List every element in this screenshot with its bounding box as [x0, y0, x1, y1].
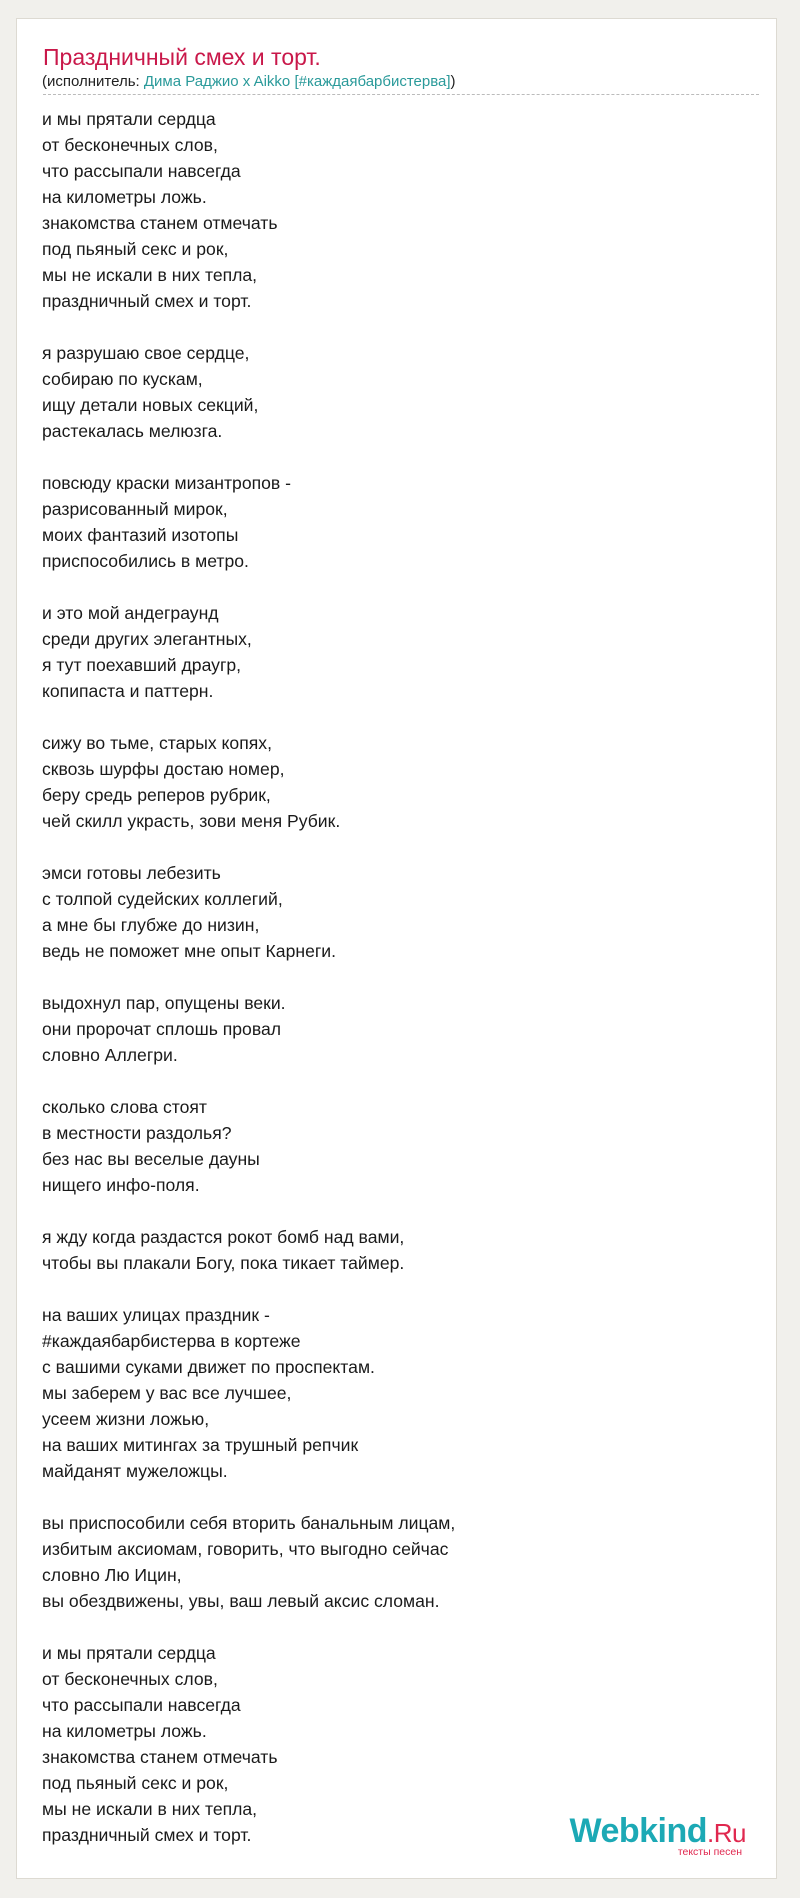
lyrics-line: с толпой судейских коллегий, — [42, 889, 283, 909]
lyrics-line: моих фантазий изотопы — [42, 525, 239, 545]
lyrics-line: вы приспособили себя вторить банальным лицам, — [42, 1513, 456, 1533]
lyrics-line: знакомства станем отмечать — [42, 1747, 278, 1767]
lyrics-line: #каждаябарбистерва в кортеже — [42, 1331, 301, 1351]
lyrics-line: повсюду краски мизантропов - — [42, 473, 292, 493]
lyrics-line: на километры ложь. — [42, 187, 207, 207]
lyrics-line: без нас вы веселые дауны — [42, 1149, 260, 1169]
lyrics-line: эмси готовы лебезить — [42, 863, 221, 883]
lyrics-line: в местности раздолья? — [42, 1123, 232, 1143]
lyrics-line: знакомства станем отмечать — [42, 213, 278, 233]
artist-link[interactable]: Дима Раджио x Aikko [#каждаябарбистерва] — [143, 73, 451, 90]
lyrics-line: и мы прятали сердца — [42, 1643, 216, 1663]
lyrics-line: на ваших митингах за трушный репчик — [42, 1435, 359, 1455]
lyrics-line: сквозь шурфы достаю номер, — [42, 759, 285, 779]
lyrics-line: они пророчат сплошь провал — [42, 1019, 282, 1039]
artist-suffix: ) — [450, 73, 456, 90]
lyrics-line: приспособились в метро. — [42, 551, 249, 571]
lyrics-stanza — [42, 470, 455, 574]
lyrics-stanza — [42, 340, 455, 444]
lyrics-line: под пьяный секс и рок, — [42, 239, 229, 259]
lyrics-line: праздничный смех и торт. — [42, 1825, 252, 1845]
lyrics-line: и это мой андеграунд — [42, 603, 219, 623]
song-title: Праздничный смех и торт. — [43, 44, 321, 70]
lyrics-line: избитым аксиомам, говорить, что выгодно сейчас — [42, 1539, 449, 1559]
lyrics-stanza — [42, 600, 455, 704]
lyrics-line: разрисованный мирок, — [42, 499, 228, 519]
brand-name: Webkind.Ru — [569, 1812, 746, 1850]
artist-prefix: (исполнитель: — [42, 73, 144, 90]
lyrics-page — [16, 18, 777, 1879]
lyrics-line: сколько слова стоят — [42, 1097, 207, 1117]
lyrics-stanza — [42, 1640, 455, 1848]
lyrics-line: растекалась мелюзга. — [42, 421, 223, 441]
lyrics-stanza — [42, 1510, 455, 1614]
lyrics-stanza — [42, 106, 455, 314]
lyrics-line: а мне бы глубже до низин, — [42, 915, 260, 935]
lyrics-line: беру средь реперов рубрик, — [42, 785, 271, 805]
lyrics-line: чей скилл украсть, зови меня Рубик. — [42, 811, 341, 831]
lyrics-line: мы заберем у вас все лучшее, — [42, 1383, 292, 1403]
lyrics-line: и мы прятали сердца — [42, 109, 216, 129]
lyrics-line: я тут поехавший драугр, — [42, 655, 242, 675]
lyrics-line: словно Аллегри. — [42, 1045, 178, 1065]
lyrics-line: с вашими суками движет по проспектам. — [42, 1357, 375, 1377]
artist-line — [42, 73, 456, 90]
lyrics-stanza — [42, 860, 455, 964]
lyrics-line: словно Лю Ицин, — [42, 1565, 182, 1585]
lyrics-line: сижу во тьме, старых копях, — [42, 733, 272, 753]
lyrics-line: от бесконечных слов, — [42, 135, 218, 155]
lyrics-line: я разрушаю свое сердце, — [42, 343, 250, 363]
lyrics-line: выдохнул пар, опущены веки. — [42, 993, 286, 1013]
brand-tld: .Ru — [707, 1818, 746, 1848]
webkind-logo[interactable] — [569, 1814, 746, 1858]
lyrics-line: собираю по кускам, — [42, 369, 203, 389]
lyrics-stanza — [42, 1302, 455, 1484]
lyrics-line: вы обездвижены, увы, ваш левый аксис сломан. — [42, 1591, 440, 1611]
lyrics-stanza — [42, 730, 455, 834]
lyrics-line: на километры ложь. — [42, 1721, 207, 1741]
lyrics-line: что рассыпали навсегда — [42, 161, 241, 181]
lyrics-line: от бесконечных слов, — [42, 1669, 218, 1689]
lyrics-line: нищего инфо-поля. — [42, 1175, 200, 1195]
lyrics-line: усеем жизни ложью, — [42, 1409, 210, 1429]
lyrics-stanza — [42, 1094, 455, 1198]
lyrics-line: на ваших улицах праздник - — [42, 1305, 270, 1325]
lyrics-line: мы не искали в них тепла, — [42, 1799, 258, 1819]
lyrics-stanza — [42, 1224, 455, 1276]
lyrics-line: чтобы вы плакали Богу, пока тикает таймер. — [42, 1253, 405, 1273]
title-divider — [43, 94, 759, 95]
lyrics-line: копипаста и паттерн. — [42, 681, 214, 701]
lyrics-line: праздничный смех и торт. — [42, 291, 252, 311]
brand-tagline: тексты песен — [677, 1846, 742, 1858]
lyrics-line: ведь не поможет мне опыт Карнеги. — [42, 941, 337, 961]
lyrics-line: среди других элегантных, — [42, 629, 252, 649]
lyrics-stanza — [42, 990, 455, 1068]
lyrics-line: майданят мужеложцы. — [42, 1461, 228, 1481]
lyrics-line: под пьяный секс и рок, — [42, 1773, 229, 1793]
lyrics-line: мы не искали в них тепла, — [42, 265, 258, 285]
lyrics-line: что рассыпали навсегда — [42, 1695, 241, 1715]
lyrics-text — [42, 106, 455, 1848]
lyrics-line: я жду когда раздастся рокот бомб над вами, — [42, 1227, 405, 1247]
lyrics-line: ищу детали новых секций, — [42, 395, 259, 415]
